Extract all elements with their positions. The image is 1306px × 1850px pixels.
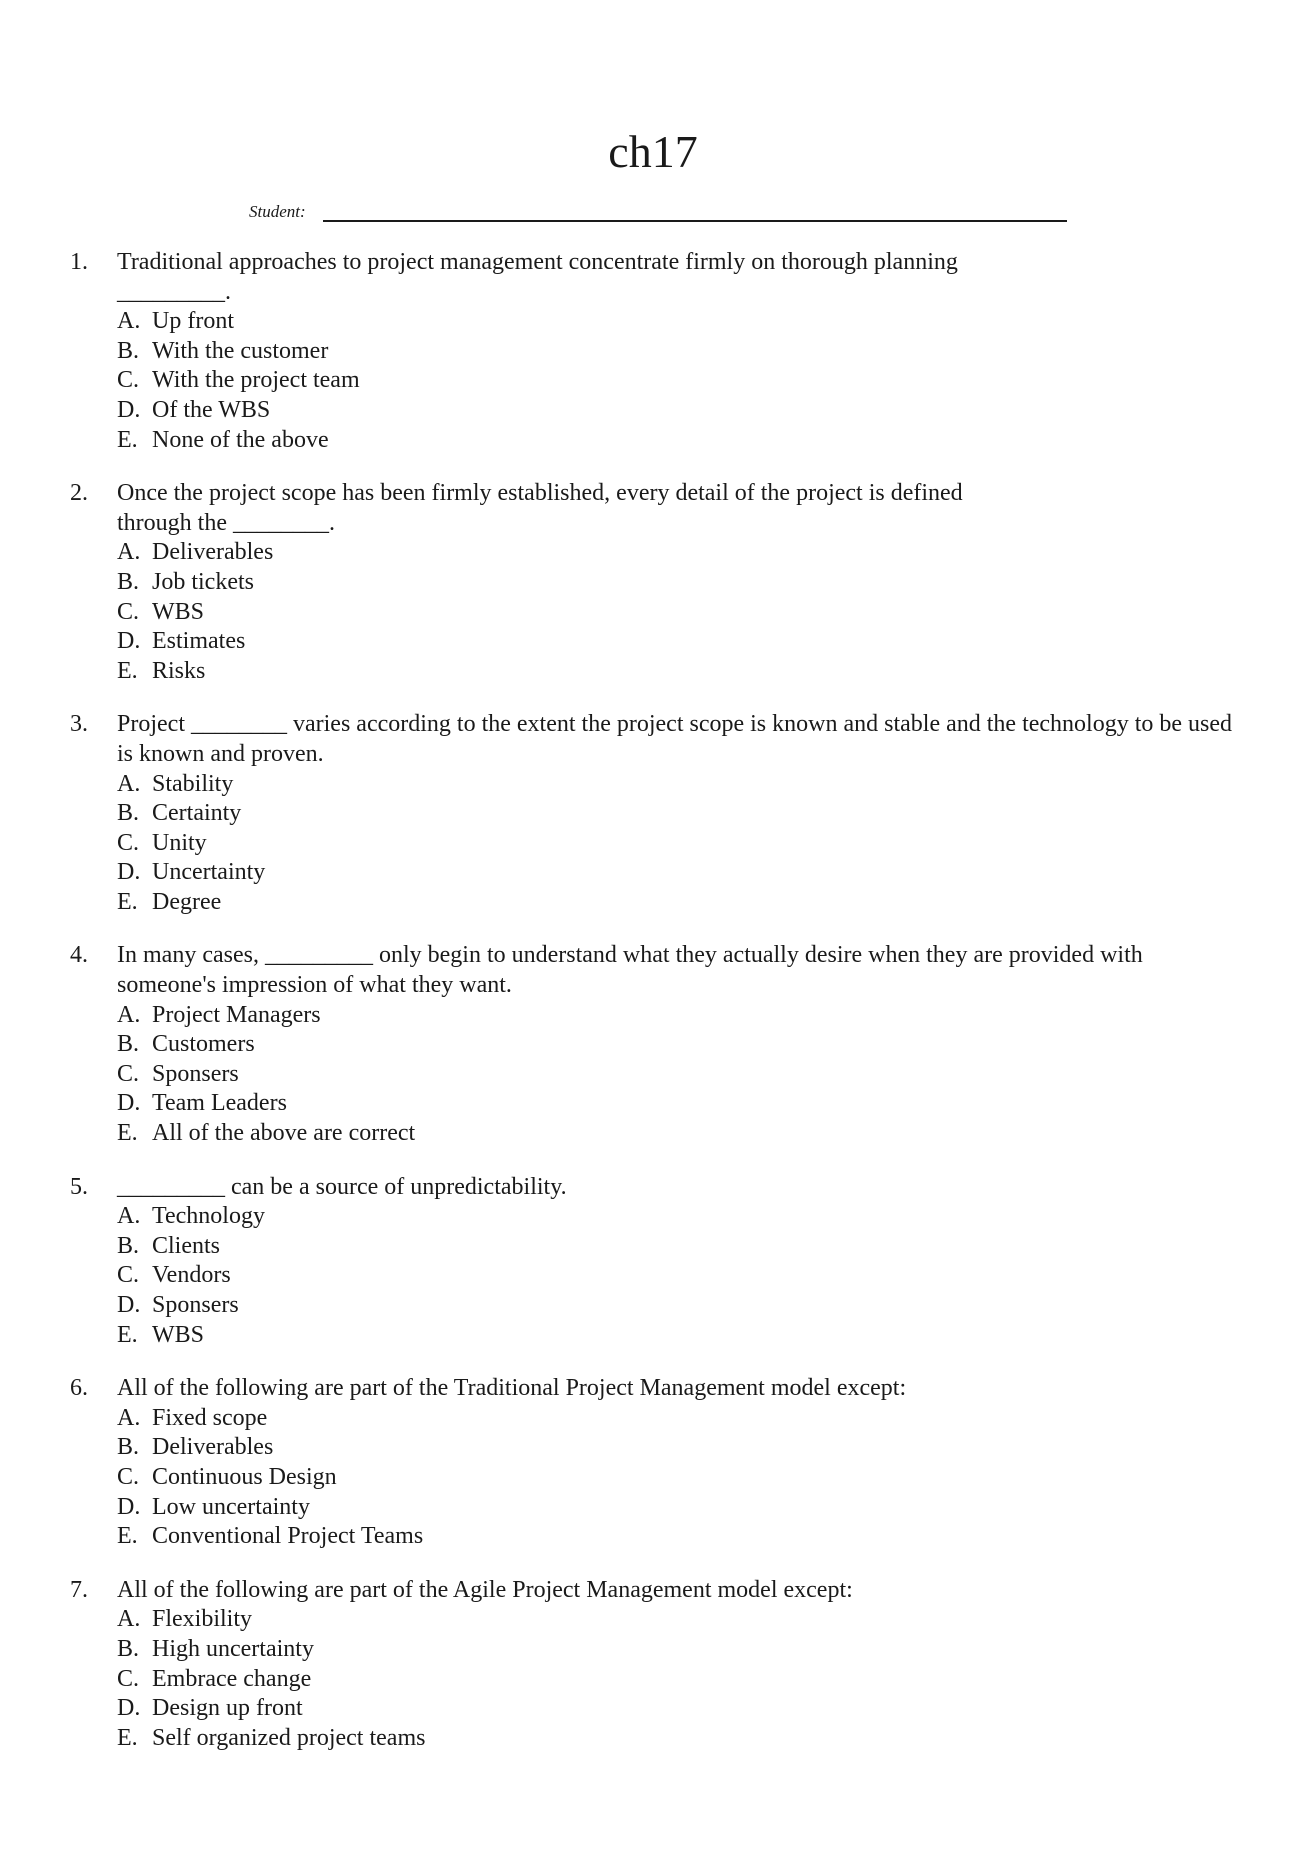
student-label: Student:: [249, 202, 306, 221]
option-letter: D.: [117, 1493, 141, 1520]
option-text: Embrace change: [152, 1665, 312, 1692]
option-text: Risks: [152, 657, 206, 684]
question-text: Project ________ varies according to the extent the project scope is known and stable and the technology to be used is known and proven.: [117, 711, 1233, 767]
question-7: [0, 1576, 1306, 1754]
question-1: [0, 248, 1306, 455]
option-letter: C.: [117, 829, 140, 856]
option-letter: C.: [117, 598, 140, 625]
option-letter: D.: [117, 859, 141, 886]
option-text: High uncertainty: [152, 1635, 314, 1662]
option-c: [117, 1463, 1306, 1493]
option-list: [117, 307, 1306, 455]
option-letter: E.: [117, 1120, 138, 1147]
student-name-row: [249, 196, 1069, 226]
question-3: [0, 710, 1306, 917]
question-4: [0, 941, 1306, 1148]
option-b: [117, 1030, 1306, 1060]
question-text: _________ can be a source of unpredictability.: [117, 1173, 567, 1200]
option-b: [117, 1635, 1306, 1665]
question-number: 3.: [70, 711, 88, 738]
document-title: ch17: [608, 126, 698, 177]
option-text: Conventional Project Teams: [152, 1523, 424, 1550]
option-text: Certainty: [152, 800, 242, 827]
option-text: Project Managers: [152, 1001, 321, 1028]
option-d: [117, 858, 1306, 888]
question-number: 7.: [70, 1576, 88, 1603]
option-letter: C.: [117, 367, 140, 394]
option-text: Technology: [152, 1203, 265, 1230]
option-letter: B.: [117, 1635, 140, 1662]
option-b: [117, 1232, 1306, 1262]
question-5: [0, 1173, 1306, 1351]
option-text: With the customer: [152, 337, 329, 364]
option-letter: E.: [117, 1724, 138, 1751]
option-text: All of the above are correct: [152, 1120, 416, 1147]
option-letter: A.: [117, 1203, 141, 1230]
question-text: All of the following are part of the Traditional Project Management model except:: [117, 1375, 907, 1402]
option-text: Self organized project teams: [152, 1724, 426, 1751]
option-text: None of the above: [152, 426, 329, 453]
option-e: [117, 1724, 1306, 1754]
option-text: Low uncertainty: [152, 1493, 310, 1520]
option-text: Sponsers: [152, 1060, 239, 1087]
option-letter: D.: [117, 628, 141, 655]
option-letter: C.: [117, 1463, 140, 1490]
question-number: 6.: [70, 1375, 88, 1402]
option-text: Job tickets: [152, 568, 254, 595]
option-text: Continuous Design: [152, 1463, 337, 1490]
option-text: Clients: [152, 1232, 221, 1259]
question-number: 2.: [70, 480, 88, 507]
option-text: Up front: [152, 308, 234, 335]
question-text: In many cases, _________ only begin to understand what they actually desire when they are provided with someone's impression of what they want.: [117, 942, 1143, 999]
option-letter: E.: [117, 888, 138, 915]
option-letter: C.: [117, 1665, 140, 1692]
option-b: [117, 799, 1306, 829]
option-d: [117, 1694, 1306, 1724]
option-a: [117, 1605, 1306, 1635]
option-e: [117, 657, 1306, 687]
option-letter: B.: [117, 337, 140, 364]
option-a: [117, 1202, 1306, 1232]
option-letter: D.: [117, 1292, 141, 1318]
option-letter: B.: [117, 1232, 140, 1259]
option-d: [117, 396, 1306, 426]
question-list: [0, 248, 1306, 1777]
question-2: [0, 479, 1306, 686]
option-letter: B.: [117, 800, 140, 827]
option-list: [117, 1404, 1306, 1552]
option-list: [117, 538, 1306, 686]
option-letter: E.: [117, 657, 138, 684]
question-text: Traditional approaches to project management concentrate firmly on thorough planning _________.: [117, 249, 958, 305]
question-number: 1.: [70, 249, 88, 275]
option-c: [117, 1665, 1306, 1695]
option-c: [117, 1261, 1306, 1291]
option-letter: E.: [117, 426, 138, 453]
option-e: [117, 1522, 1306, 1552]
option-text: Customers: [152, 1031, 255, 1058]
option-letter: A.: [117, 308, 141, 335]
option-b: [117, 1433, 1306, 1463]
option-letter: E.: [117, 1321, 138, 1348]
option-d: [117, 1291, 1306, 1321]
option-c: [117, 1060, 1306, 1090]
option-d: [117, 627, 1306, 657]
option-a: [117, 770, 1306, 800]
option-a: [117, 538, 1306, 568]
option-list: [117, 1001, 1306, 1149]
student-name-line: [323, 220, 1067, 222]
question-text: All of the following are part of the Agile Project Management model except:: [117, 1576, 853, 1603]
option-letter: B.: [117, 568, 140, 595]
option-list: [117, 1605, 1306, 1753]
option-list: [117, 770, 1306, 918]
option-text: Deliverables: [152, 1434, 274, 1461]
option-text: WBS: [152, 1321, 205, 1348]
option-letter: A.: [117, 1404, 141, 1431]
option-text: Design up front: [152, 1695, 303, 1722]
option-letter: D.: [117, 1090, 141, 1117]
option-text: Team Leaders: [152, 1090, 287, 1117]
option-letter: A.: [117, 539, 141, 566]
option-letter: A.: [117, 1001, 141, 1028]
option-text: Sponsers: [152, 1292, 239, 1318]
option-text: Vendors: [152, 1262, 231, 1289]
option-text: Of the WBS: [152, 396, 271, 423]
option-text: Deliverables: [152, 539, 274, 566]
option-b: [117, 337, 1306, 367]
option-letter: C.: [117, 1060, 140, 1087]
option-a: [117, 307, 1306, 337]
option-text: Degree: [152, 888, 222, 915]
option-letter: D.: [117, 1695, 141, 1722]
option-e: [117, 1321, 1306, 1351]
option-text: Stability: [152, 770, 234, 797]
option-text: With the project team: [152, 367, 360, 394]
option-b: [117, 568, 1306, 598]
option-letter: E.: [117, 1523, 138, 1550]
option-letter: B.: [117, 1031, 140, 1058]
option-a: [117, 1001, 1306, 1031]
option-c: [117, 366, 1306, 396]
option-d: [117, 1493, 1306, 1523]
question-number: 5.: [70, 1173, 88, 1200]
option-c: [117, 598, 1306, 628]
option-letter: C.: [117, 1262, 140, 1289]
option-letter: D.: [117, 396, 141, 423]
option-a: [117, 1404, 1306, 1434]
option-e: [117, 888, 1306, 918]
option-text: Uncertainty: [152, 859, 266, 886]
option-letter: A.: [117, 1606, 141, 1633]
option-e: [117, 426, 1306, 456]
option-letter: B.: [117, 1434, 140, 1461]
option-text: Flexibility: [152, 1606, 253, 1633]
option-text: WBS: [152, 598, 205, 625]
question-text: Once the project scope has been firmly established, every detail of the project is defined through the ________.: [117, 480, 963, 536]
question-6: [0, 1374, 1306, 1552]
question-number: 4.: [70, 942, 88, 969]
option-e: [117, 1119, 1306, 1149]
option-letter: A.: [117, 770, 141, 797]
option-text: Fixed scope: [152, 1404, 268, 1431]
option-d: [117, 1089, 1306, 1119]
option-c: [117, 829, 1306, 859]
option-text: Estimates: [152, 628, 246, 655]
option-text: Unity: [152, 829, 207, 856]
option-list: [117, 1202, 1306, 1350]
